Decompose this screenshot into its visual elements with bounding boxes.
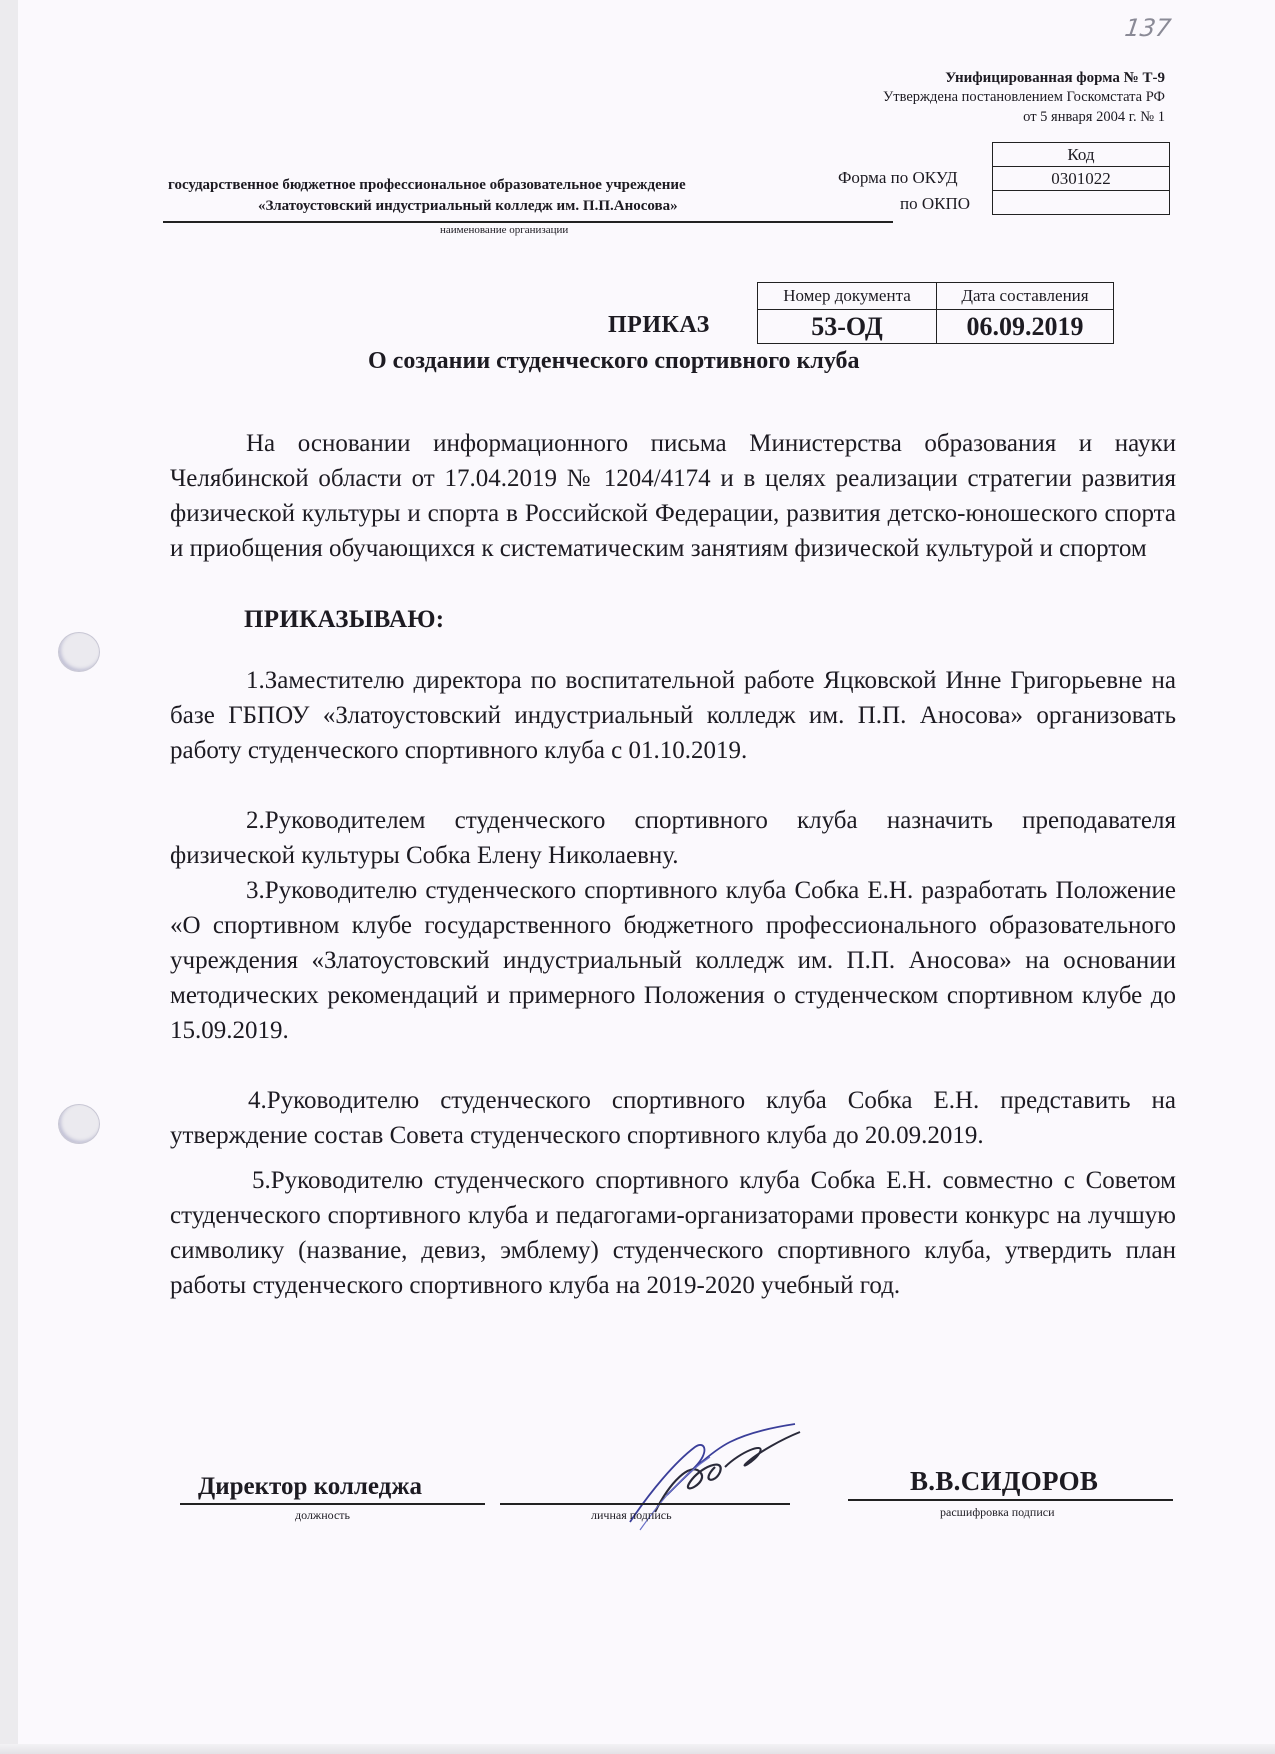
order-subject: О создании студенческого спортивного клуба [368, 348, 860, 374]
okpo-label: по ОКПО [900, 194, 971, 213]
code-header: Код [993, 143, 1170, 167]
signature-line [500, 1503, 790, 1505]
document-type: ПРИКАЗ [608, 312, 710, 338]
position-line [180, 1503, 485, 1505]
order-item: 4.Руководителю студенческого спортивного клуба Собка Е.Н. представить на утверждение состав Совета студенческого спортивного клуба до 20.09.2019. [170, 1087, 1176, 1149]
document-date-header: Дата составления [937, 283, 1114, 310]
code-table [992, 142, 1170, 215]
signature-caption: личная подпись [591, 1508, 672, 1522]
form-approval-note: Утверждена постановлением Госкомстата РФ [882, 89, 1165, 105]
form-title: Унифицированная форма № Т-9 [945, 70, 1165, 86]
handwritten-page-number: 137 [1123, 14, 1173, 42]
okpo-code [993, 191, 1170, 215]
scan-edge [0, 0, 18, 1754]
order-item: 1.Заместителю директора по воспитательной работе Яцковской Инне Григорьевне на базе ГБПОУ «Златоустовский индустриальный колледж им. П.П. Аносова» организовать работу студенческого спортивного клуба с 01.10.2019. [170, 667, 1176, 764]
organization-type: государственное бюджетное профессиональное образовательное учреждение [168, 177, 686, 193]
order-item: 2.Руководителем студенческого спортивного клуба назначить преподавателя физической культуры Собка Елену Николаевну. [170, 807, 1176, 869]
preamble-paragraph: На основании информационного письма Министерства образования и науки Челябинской области от 17.04.2019 № 1204/4174 и в целях реализации стратегии развития физической культуры и спорта в Российской Федерации, развития детско-юношеского спорта и приобщения обучающихся к систематическим занятиям физической культурой и спортом [170, 430, 1176, 562]
okud-label: Форма по ОКУД [838, 168, 958, 187]
punch-hole [58, 632, 100, 672]
signer-name: В.В.СИДОРОВ [910, 1466, 1099, 1496]
organization-name: «Златоустовский индустриальный колледж им. П.П.Аносова» [258, 198, 678, 214]
name-caption: расшифровка подписи [940, 1505, 1055, 1519]
order-item: 5.Руководителю студенческого спортивного клуба Собка Е.Н. совместно с Советом студенческого спортивного клуба и педагогами-организаторами провести конкурс на лучшую символику (название, девиз, эмблему) студенческого спортивного клуба, утвердить план работы студенческого спортивного клуба на 2019-2020 учебный год. [170, 1167, 1176, 1299]
signer-position: Директор колледжа [198, 1473, 422, 1500]
organization-caption: наименование организации [440, 224, 569, 236]
document-number: 53-ОД [758, 310, 937, 344]
okud-code: 0301022 [993, 167, 1170, 191]
name-line [848, 1499, 1173, 1501]
document-number-table [757, 282, 1114, 344]
punch-hole [58, 1104, 100, 1144]
order-item: 3.Руководителю студенческого спортивного клуба Собка Е.Н. разработать Положение «О спортивном клубе государственного бюджетного профессионального образовательного учреждения «Златоустовский индустриальный колледж им. П.П. Аносова» на основании методических рекомендаций и примерного Положения о студенческом спортивном клубе до 15.09.2019. [170, 877, 1176, 1044]
document-number-header: Номер документа [758, 283, 937, 310]
scan-bottom-edge [0, 1744, 1275, 1754]
order-verb: ПРИКАЗЫВАЮ: [244, 606, 445, 633]
form-approval-date: от 5 января 2004 г. № 1 [1023, 109, 1165, 125]
position-caption: должность [295, 1508, 350, 1522]
document-date: 06.09.2019 [937, 310, 1114, 344]
organization-underline [163, 221, 893, 223]
